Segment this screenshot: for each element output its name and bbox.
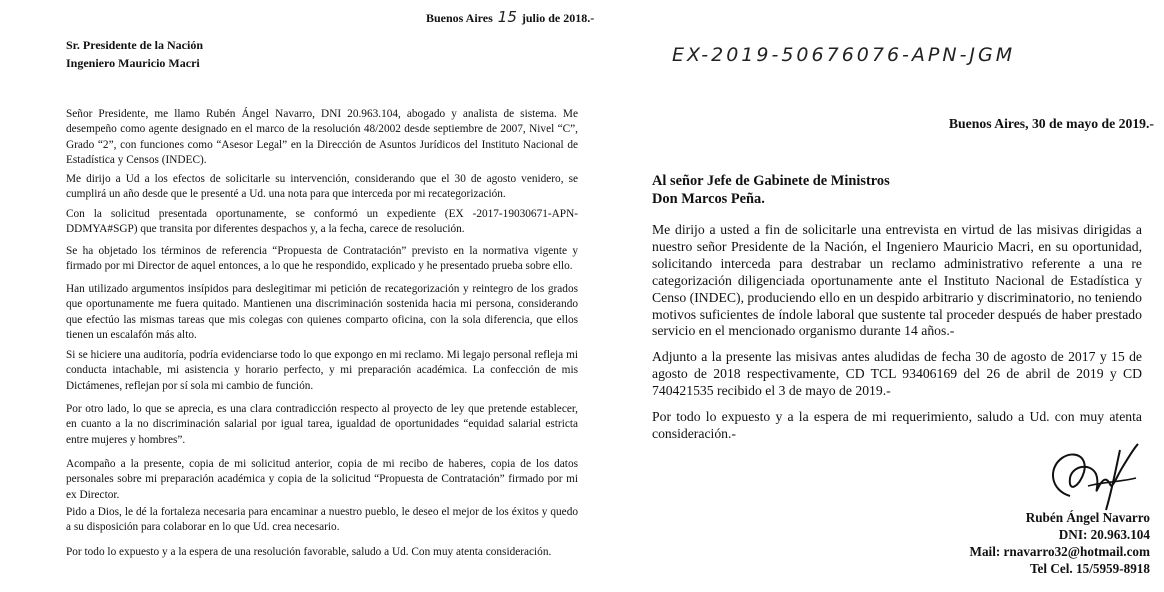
paragraph-3: Con la solicitud presentada oportunamente, se conformó un expediente (EX -2017-19030671-APN-DDMYA#SGP) que transita por diferentes despachos y, a la fecha, carece de resolución. (66, 208, 578, 236)
paragraph-3: Por todo lo expuesto y a la espera de mi requerimiento, saludo a Ud. con muy atenta consideración.- (652, 409, 1142, 441)
paragraph-1: Me dirijo a usted a fin de solicitarle una entrevista en virtud de las misivas dirigidas a nuestro señor Presidente de la Nación, el Ingeniero Mauricio Macri, en su oportunidad, solicitando interceda para destrabar un reclamo administrativo referente a una re categorización diligenciada oportunamente ante el Instituto Nacional de Estadística y Censo (INDEC), produciendo ello en un despido arbitrario y discriminatorio, no teniendo motivos suficientes de índole laboral que sustente tal proceder después de haber prestado servicio en el mencionado organismo durante 14 años.- (652, 222, 1142, 339)
date-suffix: julio de 2018.- (521, 11, 595, 25)
recipient-title: Sr. Presidente de la Nación (66, 38, 203, 52)
signature-block (850, 509, 1150, 577)
letter-page-right (610, 0, 1164, 592)
recipient-name: Ingeniero Mauricio Macri (66, 56, 200, 70)
paragraph-8: Acompaño a la presente, copia de mi solicitud anterior, copia de mi recibo de haberes, copia de los datos personales sobre mi preparación académica y copia de la solicitud “Propuesta de Contratación” firmado por mi ex Director. (66, 458, 578, 501)
paragraph-1: Señor Presidente, me llamo Rubén Ángel Navarro, DNI 20.963.104, abogado y analista de sistema. Me desempeño como agente designado en el marco de la resolución 48/2002 desde septiembre de 2007, Nivel “C”, Grado “2”, con funciones como “Asesor Legal” en la Dirección de Asuntos Jurídicos del Instituto Nacional de Estadística y Censos (INDEC). (66, 108, 578, 167)
handwritten-day: 15 (497, 8, 517, 26)
date-prefix: Buenos Aires (426, 11, 493, 25)
paragraph-2: Me dirijo a Ud a los efectos de solicitarle su intervención, considerando que el 30 de agosto venidero, se cumplirá un año desde que le presenté a Ud. una nota para que interceda por mi recategorización. (66, 173, 578, 201)
recipient-title: Al señor Jefe de Gabinete de Ministros (652, 173, 890, 189)
paragraph-2: Adjunto a la presente las misivas antes aludidas de fecha 30 de agosto de 2017 y 15 de agosto de 2018 respectivamente, CD TCL 93406169 del 26 de abril de 2019 y CD 740421535 recibido el 3 de mayo de 2019.- (652, 349, 1142, 398)
signer-name: Rubén Ángel Navarro (1025, 510, 1150, 525)
signature-scrawl (1040, 438, 1150, 518)
paragraph-6: Si se hiciere una auditoría, podría evidenciarse todo lo que expongo en mi reclamo. Mi legajo personal refleja mi conducta intachable, mi asistencia y horario perfecto, y mi preparación académica. La confección de mis Dictámenes, reflejan por sí sola mi cambio de función. (66, 349, 578, 392)
recipient-name: Don Marcos Peña. (652, 191, 765, 207)
signer-dni: DNI: 20.963.104 (1058, 527, 1150, 542)
paragraph-9: Pido a Dios, le dé la fortaleza necesaria para encaminar a nuestro pueblo, le deseo el mejor de los éxitos y quedo a su disposición para colaborar en lo que Ud. crea necesario. (66, 506, 578, 534)
signer-email: Mail: rnavarro32@hotmail.com (969, 544, 1150, 559)
paragraph-5: Han utilizado argumentos insípidos para deslegitimar mi petición de recategorización y reintegro de los grados que oportunamente me fuera quitado. Mantienen una discriminación sostenida hacia mi persona, considerando que efectúo las mismas tareas que mis colegas con quienes comparto oficina, con la sola diferencia, que ellos tienen un escalafón más alto. (66, 283, 578, 342)
date-line: Buenos Aires, 30 de mayo de 2019.- (948, 116, 1154, 131)
handwritten-file-reference: EX-2019-50676076-APN-JGM (672, 44, 1016, 66)
date-line (426, 8, 594, 26)
signer-phone: Tel Cel. 15/5959-8918 (1029, 561, 1150, 576)
paragraph-7: Por otro lado, lo que se aprecia, es una clara contradicción respecto al proyecto de ley que pretende establecer, en cuanto a la no discriminación salarial por igual tarea, igualdad de oportunidades “equidad salarial estricta entre mujeres y hombres”. (66, 403, 578, 446)
paragraph-4: Se ha objetado los términos de referencia “Propuesta de Contratación” previsto en la normativa vigente y firmado por mi Director de aquel entonces, a lo que he respondido, explicado y he presentado prueba sobre ello. (66, 245, 578, 273)
paragraph-10: Por todo lo expuesto y a la espera de una resolución favorable, saludo a Ud. Con muy atenta consideración. (66, 546, 552, 558)
